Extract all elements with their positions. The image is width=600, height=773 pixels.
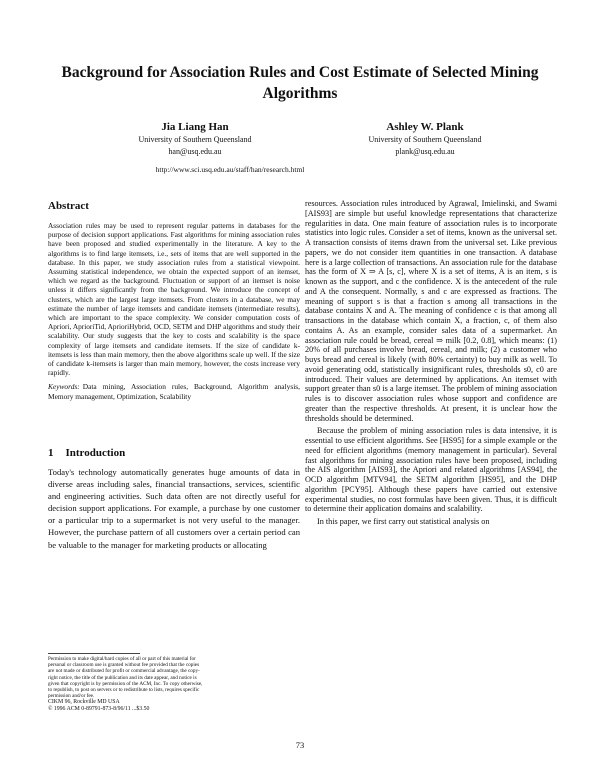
footnote-line: permission and/or fee. [48, 693, 95, 700]
left-column [48, 200, 300, 402]
right-column [305, 199, 557, 527]
footnote-rule [48, 653, 140, 654]
author-block-2 [335, 120, 515, 157]
paragraph: Because the problem of mining association rules is data intensive, it is essential to use efficient algorithms. See [HS95] for a simple example or the need for efficient algorithms (memory management in particular). Several fast algorithms for mining association rules have been proposed, including the AIS algorithm [AIS93], the Apriori and related algorithms [AS94], the OCD algorithm [MTV94], the SETM algorithm [HS95], and the DHP algorithm [PCY95]. Although these papers have carried out extensive experimental studies, no cost formulas have been given. Thus, it is difficult to determine their application domains and scalability. [305, 426, 557, 514]
author-affiliation: University of Southern Queensland [368, 135, 482, 144]
page-number: 73 [295, 740, 305, 750]
keywords-text: Data mining, Association rules, Background, Algorithm analysis, Memory management, Optimization, Scalability [48, 382, 300, 402]
footnote-line: personal or classroom use is granted without fee provided that the copies [48, 662, 200, 669]
author-block-1 [105, 120, 285, 157]
copyright-line: © 1996 ACM 0-89791-873-8/96/11 ...$3.50 [48, 705, 150, 712]
paragraph: resources. Association rules introduced by Agrawal, Imielinski, and Swami [AIS93] are simple but useful knowledge representations that characterize regularities in data. One main feature of association rules is to incorporate statistics into logic rules. Consider a set of items, known as the universal set. A transaction consists of items drawn from the universal set. Like previous papers, we do not consider item quantities in one transaction. A database here is a large collection of transactions. An association rule for the database has the form of X ⇒ A [s, c], where X is a set of items, A is an item, s is known as the support, and c the confidence. X is the antecedent of the rule and A the consequent. Normally, s and c are expressed as fractions. The meaning of support s is that a fraction s among all transactions in the database contains X and A. The meaning of confidence c is that among all transactions in the database which contain X, a fraction, c, of them also contains A. As an example, consider sales data of a supermarket. An association rule could be bread, cereal ⇒ milk [0.2, 0.8], which means: (1) 20% of all purchases involve bread, cereal, and milk; (2) a customer who buys bread and cereal is likely (with 80% certainty) to buy milk as well. To avoid generating odd, statistically insignificant rules, thresholds s0, c0 are introduced. Their values are determined by applications. An itemset with support greater than s0 is a large itemset. The problem of mining association rules is to discover association rules whose support and confidence are greater than the respective thresholds. At present, it is unclear how the thresholds should be determined. [305, 199, 557, 423]
introduction-text: Today's technology automatically generates huge amounts of data in diverse areas including sales, financial transactions, services, scientific and engineering activities. Such data often are not directly useful for decision support applications. For example, a purchase by one customer or a particular trip to a supermarket is not very useful to the manager. However, the purchase pattern of all customers over a certain period can be valuable to the manager for marketing products or allocating [48, 467, 300, 550]
abstract-text: Association rules may be used to represent regular patterns in databases for the purpose of decision support applications. Fast algorithms for mining association rules have been proposed and studied experimentally in the literature. A key to the algorithms is to find large itemsets, i.e., sets of items that are well supported in the database. In this paper, we study association rules from a statistical viewpoint. Assuming statistical independence, we obtain the expected support of an itemset, which we regard as the background. Fluctuation or support of an itemset is noise unless it differs significantly from the background. We introduce the concept of clusters, which are the largest large itemsets. From clusters in a database, we may estimate the number of large itemsets and candidate itemsets (intermediate results), which are important to the space complexity. We consider computation costs of Apriori, AprioriTid, AprioriHybrid, OCD, SETM and DHP algorithms and study their scalability. Our study suggests that the key to costs and scalability is the space complexity of large itemsets and candidate itemsets. If the size of candidate k-itemsets is less than main memory, then the above algorithms scale up well. If the size of candidate k-itemsets is larger than main memory, however, the costs increase very rapidly. [48, 221, 300, 378]
footnote-line: given that copyright is by permission of the ACM, Inc. To copy otherwise, [48, 680, 203, 687]
footnote-line: to republish, to post on servers or to redistribute to lists, requires specific [48, 687, 200, 694]
author-name: Jia Liang Han [161, 121, 229, 133]
author-email: han@usq.edu.au [168, 146, 222, 156]
section-number: 1 [48, 447, 54, 459]
abstract-heading: Abstract [48, 200, 89, 212]
footnote-line: right notice, the title of the publication and its date appear, and notice is [48, 674, 197, 681]
paper-title: Background for Association Rules and Cost Estimate of Selected Mining Algorithms [61, 64, 539, 102]
copyright-footnote [48, 656, 300, 712]
author-email: plank@usq.edu.au [395, 146, 455, 156]
keywords-label: Keywords: [48, 382, 80, 392]
section-heading [48, 447, 137, 459]
author-affiliation: University of Southern Queensland [138, 135, 252, 144]
footnote-line: Permission to make digital/hard copies of all or part of this material for [48, 656, 196, 662]
paragraph: In this paper, we first carry out statistical analysis on [317, 517, 490, 526]
keywords [48, 382, 300, 401]
footnote-line: are not made or distributed for profit or commercial advantage, the copy- [48, 668, 200, 675]
right-column-text [305, 199, 557, 527]
section-title: Introduction [65, 447, 126, 459]
author-url: http://www.sci.usq.edu.au/staff/han/research.html [155, 165, 305, 174]
conference-info: CIKM 96, Rockville MD USA [48, 699, 120, 706]
author-name: Ashley W. Plank [386, 121, 464, 133]
